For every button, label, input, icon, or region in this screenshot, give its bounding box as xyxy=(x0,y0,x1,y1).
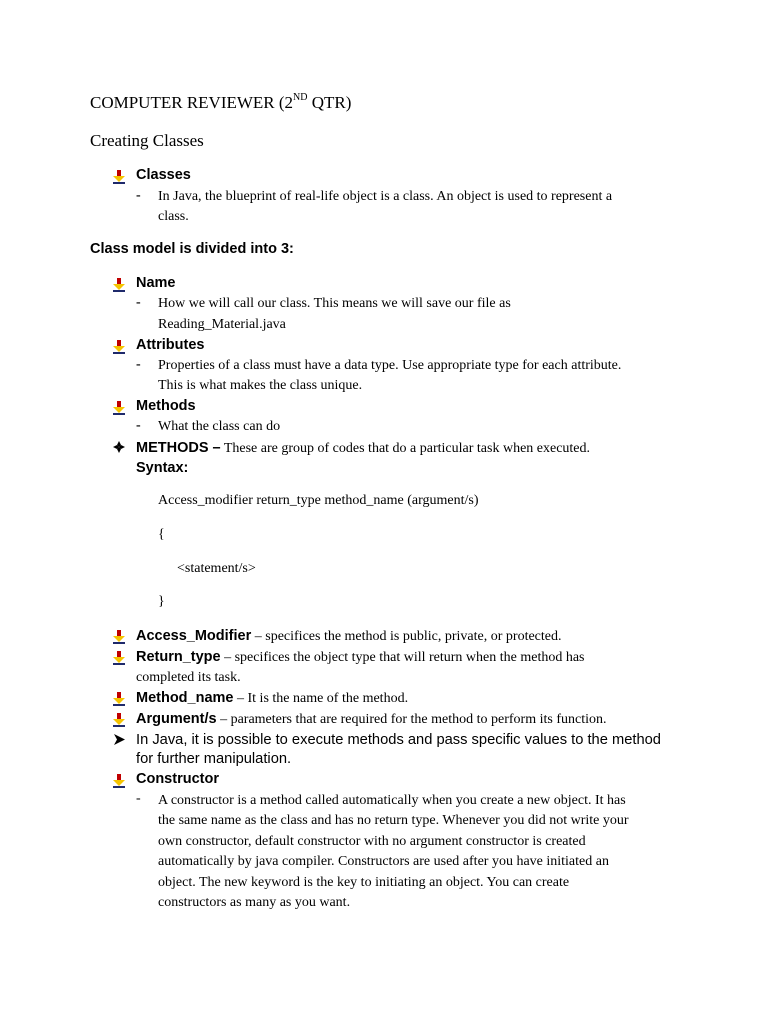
syntax-label: Syntax: xyxy=(136,460,189,476)
constructor-line: automatically by java compiler. Constructors are used after you have initiated an xyxy=(158,854,609,869)
attributes-desc-line2: This is what makes the class unique. xyxy=(158,378,363,393)
java-note-line1: In Java, it is possible to execute methods and pass specific values to the method xyxy=(136,732,661,748)
methods-desc: What the class can do xyxy=(158,419,281,434)
attributes-desc-line1: Properties of a class must have a data type. Use appropriate type for each attribute. xyxy=(158,358,622,373)
access-modifier-item: Access_Modifier – specifices the method is public, private, or protected. xyxy=(136,628,562,644)
arrow-down-bullet-icon xyxy=(113,340,125,354)
methods-label: Methods xyxy=(136,398,196,414)
constructor-line: A constructor is a method called automatically when you create a new object. It has xyxy=(158,793,626,808)
constructor-line: object. The new keyword is the key to initiating an object. You can create xyxy=(158,875,570,890)
return-type-item: Return_type – specifices the object type that will return when the method has xyxy=(136,649,585,665)
name-label: Name xyxy=(136,275,176,291)
return-type-line2: completed its task. xyxy=(136,670,241,685)
document-title: COMPUTER REVIEWER (2ND QTR) xyxy=(90,92,352,112)
arrow-down-bullet-icon xyxy=(113,713,125,727)
dash-bullet: - xyxy=(136,357,141,372)
java-note-line2: for further manipulation. xyxy=(136,751,292,767)
constructor-line: constructors as many as you want. xyxy=(158,895,351,910)
arrowhead-bullet-icon xyxy=(114,734,125,745)
constructor-line: own constructor, default constructor with no argument constructor is created xyxy=(158,834,586,849)
classes-label: Classes xyxy=(136,167,191,183)
syntax-signature: Access_modifier return_type method_name (argument/s) xyxy=(158,493,479,508)
syntax-open-brace: { xyxy=(158,527,165,542)
diamond-bullet-icon xyxy=(113,441,125,453)
section-subtitle: Creating Classes xyxy=(90,131,204,150)
method-name-item: Method_name – It is the name of the method. xyxy=(136,690,409,706)
methods-definition: METHODS – These are group of codes that do a particular task when executed. xyxy=(136,440,591,456)
syntax-close-brace: } xyxy=(158,594,165,609)
syntax-statement: <statement/s> xyxy=(177,561,256,576)
arrow-down-bullet-icon xyxy=(113,774,125,788)
dash-bullet: - xyxy=(136,188,141,203)
arrow-down-bullet-icon xyxy=(113,401,125,415)
arrow-down-bullet-icon xyxy=(113,170,125,184)
arrow-down-bullet-icon xyxy=(113,692,125,706)
name-desc-line1: How we will call our class. This means we will save our file as xyxy=(158,296,511,311)
classes-desc-line2: class. xyxy=(158,209,189,224)
constructor-label: Constructor xyxy=(136,771,219,787)
classes-desc-line1: In Java, the blueprint of real-life object is a class. An object is used to represent a xyxy=(158,189,613,204)
dash-bullet: - xyxy=(136,791,141,806)
arrow-down-bullet-icon xyxy=(113,651,125,665)
dash-bullet: - xyxy=(136,418,141,433)
class-model-heading: Class model is divided into 3: xyxy=(90,241,294,257)
arrow-down-bullet-icon xyxy=(113,278,125,292)
arrow-down-bullet-icon xyxy=(113,630,125,644)
arguments-item: Argument/s – parameters that are required for the method to perform its function. xyxy=(136,711,607,727)
constructor-line: the same name as the class and has no return type. Whenever you did not write your xyxy=(158,813,629,828)
name-desc-line2: Reading_Material.java xyxy=(158,317,286,332)
dash-bullet: - xyxy=(136,295,141,310)
attributes-label: Attributes xyxy=(136,337,205,353)
